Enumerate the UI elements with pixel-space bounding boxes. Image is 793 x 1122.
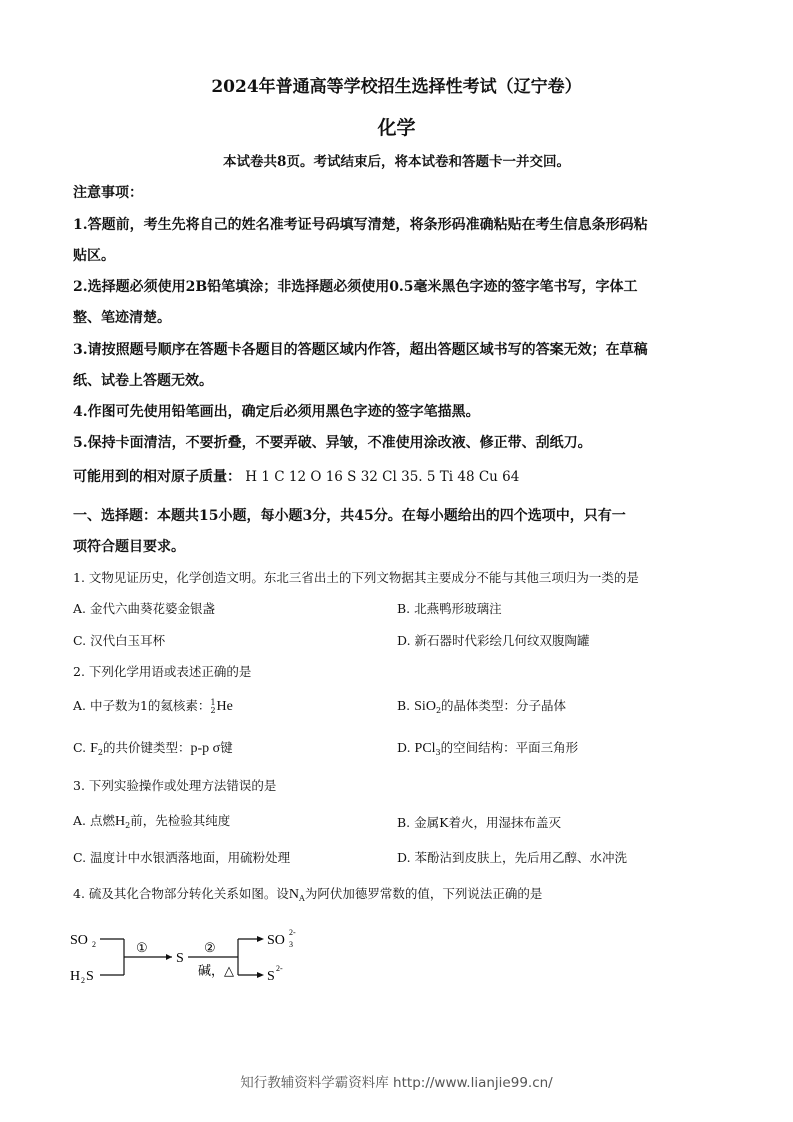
arrowhead-sulfide <box>257 972 264 978</box>
question-3-option-c: C. 温度计中水银洒落地面，用硫粉处理 <box>73 850 291 865</box>
question-2-option-b <box>397 696 566 715</box>
q2b-prefix: B. <box>397 698 415 713</box>
step-1-label: ① <box>136 940 148 955</box>
exam-title: 2024年普通高等学校招生选择性考试（辽宁卷） <box>211 77 582 97</box>
question-2-stem: 2. 下列化学用语或表述正确的是 <box>73 664 252 679</box>
question-2-option-c <box>73 738 233 757</box>
sulfite-label <box>267 928 296 949</box>
note-4: 4.作图可先使用铅笔画出，确定后必须用黑色字迹的签字笔描黑。 <box>73 404 480 420</box>
svg-text:2: 2 <box>92 940 96 949</box>
q2c-formula-sub: 2 <box>97 748 103 757</box>
arrowhead-step-1 <box>166 954 172 960</box>
q4-stem-prefix: 4. 硫及其化合物部分转化关系如图。设 <box>73 886 289 901</box>
question-3-option-d: D. 苯酚沾到皮肤上，先后用乙醇、水冲洗 <box>397 850 628 865</box>
q2a-nuclide-indices <box>210 699 215 715</box>
q2d-formula-sub: 3 <box>435 748 441 757</box>
svg-text:SO: SO <box>70 933 88 948</box>
q2d-prefix: D. <box>397 740 415 755</box>
note-5: 5.保持卡面清洁，不要折叠，不要弄破、异皱，不准使用涂改液、修正带、刮纸刀。 <box>73 435 592 451</box>
footer-watermark: 知行教辅资料学霸资料库 http://www.lianjie99.cn/ <box>240 1075 553 1091</box>
section-1-line-2: 项符合题目要求。 <box>73 539 185 555</box>
q3a-text: 前，先检验其纯度 <box>130 813 231 828</box>
sulfur-conversion-diagram <box>70 922 330 992</box>
q2c-text: 键 <box>220 740 233 755</box>
q2a-mass-number: 1 <box>210 697 216 707</box>
question-3-option-a <box>73 811 230 830</box>
note-1-line-2: 贴区。 <box>73 248 115 264</box>
note-2-line-2: 整、笔迹清楚。 <box>73 310 171 326</box>
section-1-line-1: 一、选择题：本题共15小题，每小题3分，共45分。在每小题给出的四个选项中，只有一 <box>73 508 626 524</box>
q2c-formula: F <box>90 741 98 756</box>
question-3-stem: 3. 下列实验操作或处理方法错误的是 <box>73 778 277 793</box>
q2b-formula-sub: 2 <box>435 706 442 715</box>
q4-avogadro: N <box>288 887 300 902</box>
atomic-mass-values: H 1 C 12 O 16 S 32 Cl 35. 5 Ti 48 Cu 64 <box>245 469 520 485</box>
note-2-line-1: 2.选择题必须使用2B铅笔填涂；非选择题必须使用0.5毫米黑色字迹的签字笔书写，字体工 <box>73 279 638 295</box>
q2c-bond: p-p σ <box>190 741 221 756</box>
q3a-formula: H <box>114 814 126 829</box>
question-1-option-a: A. 金代六曲葵花婆金银盏 <box>73 601 215 616</box>
question-1-stem: 1. 文物见证历史，化学创造文明。东北三省出土的下列文物据其主要成分不能与其他三项归为一类的是 <box>73 570 639 585</box>
question-1-option-d: D. 新石器时代彩绘几何纹双腹陶罐 <box>397 633 590 648</box>
exam-subject: 化学 <box>377 117 416 139</box>
svg-text:2: 2 <box>81 976 85 985</box>
notes-heading: 注意事项： <box>73 185 143 201</box>
exam-intro: 本试卷共8页。考试结束后，将本试卷和答题卡一并交回。 <box>223 154 570 170</box>
question-2-option-d <box>397 738 578 757</box>
question-4-stem <box>73 884 542 903</box>
q2d-text: 的空间结构：平面三角形 <box>440 740 579 755</box>
sulfide-label <box>267 964 283 984</box>
so2-label <box>70 933 96 949</box>
svg-text:2-: 2- <box>276 964 283 973</box>
step-2-label: ② <box>204 940 216 955</box>
arrowhead-sulfite <box>257 936 264 942</box>
q2a-element: He <box>216 699 233 714</box>
h2s-label <box>70 969 94 985</box>
note-3-line-2: 纸、试卷上答题无效。 <box>73 373 213 389</box>
atomic-mass-label: 可能用到的相对原子质量： <box>73 469 241 485</box>
note-1-line-1: 1.答题前，考生先将自己的姓名准考证号码填写清楚，将条形码准确粘贴在考生信息条形码粘 <box>73 217 648 233</box>
svg-text:SO: SO <box>267 933 285 948</box>
q2b-formula: SiO <box>414 699 436 714</box>
svg-text:S: S <box>86 969 94 984</box>
q3a-prefix: A. 点燃 <box>73 813 115 828</box>
question-1-option-c: C. 汉代白玉耳杯 <box>73 633 166 648</box>
q2b-text: 的晶体类型：分子晶体 <box>441 698 567 713</box>
q3a-formula-sub: 2 <box>125 821 131 830</box>
note-3-line-1: 3.请按照题号顺序在答题卡各题目的答题区域内作答，超出答题区域书写的答案无效；在草稿 <box>73 342 648 358</box>
svg-text:H: H <box>70 969 81 984</box>
sulfur-label: S <box>176 951 184 966</box>
q2a-atomic-number: 2 <box>210 705 216 715</box>
q2a-prefix: A. 中子数为1的氦核素： <box>73 698 211 713</box>
question-1-option-b: B. 北燕鸭形玻璃注 <box>397 601 502 616</box>
q4-stem-text: 为阿伏加德罗常数的值，下列说法正确的是 <box>304 886 543 901</box>
svg-text:S: S <box>267 969 275 984</box>
svg-text:2-: 2- <box>289 928 296 937</box>
q2c-mid: 的共价键类型： <box>102 740 191 755</box>
svg-text:3: 3 <box>289 940 293 949</box>
q2c-prefix: C. <box>73 740 91 755</box>
q2d-formula: PCl <box>414 741 436 756</box>
q4-avogadro-sub: A <box>299 894 305 903</box>
question-3-option-b: B. 金属K着火，用湿抹布盖灭 <box>397 815 561 830</box>
condition-label: 碱，△ <box>198 963 234 978</box>
atomic-mass-line <box>73 466 723 486</box>
question-2-option-a <box>73 696 233 715</box>
